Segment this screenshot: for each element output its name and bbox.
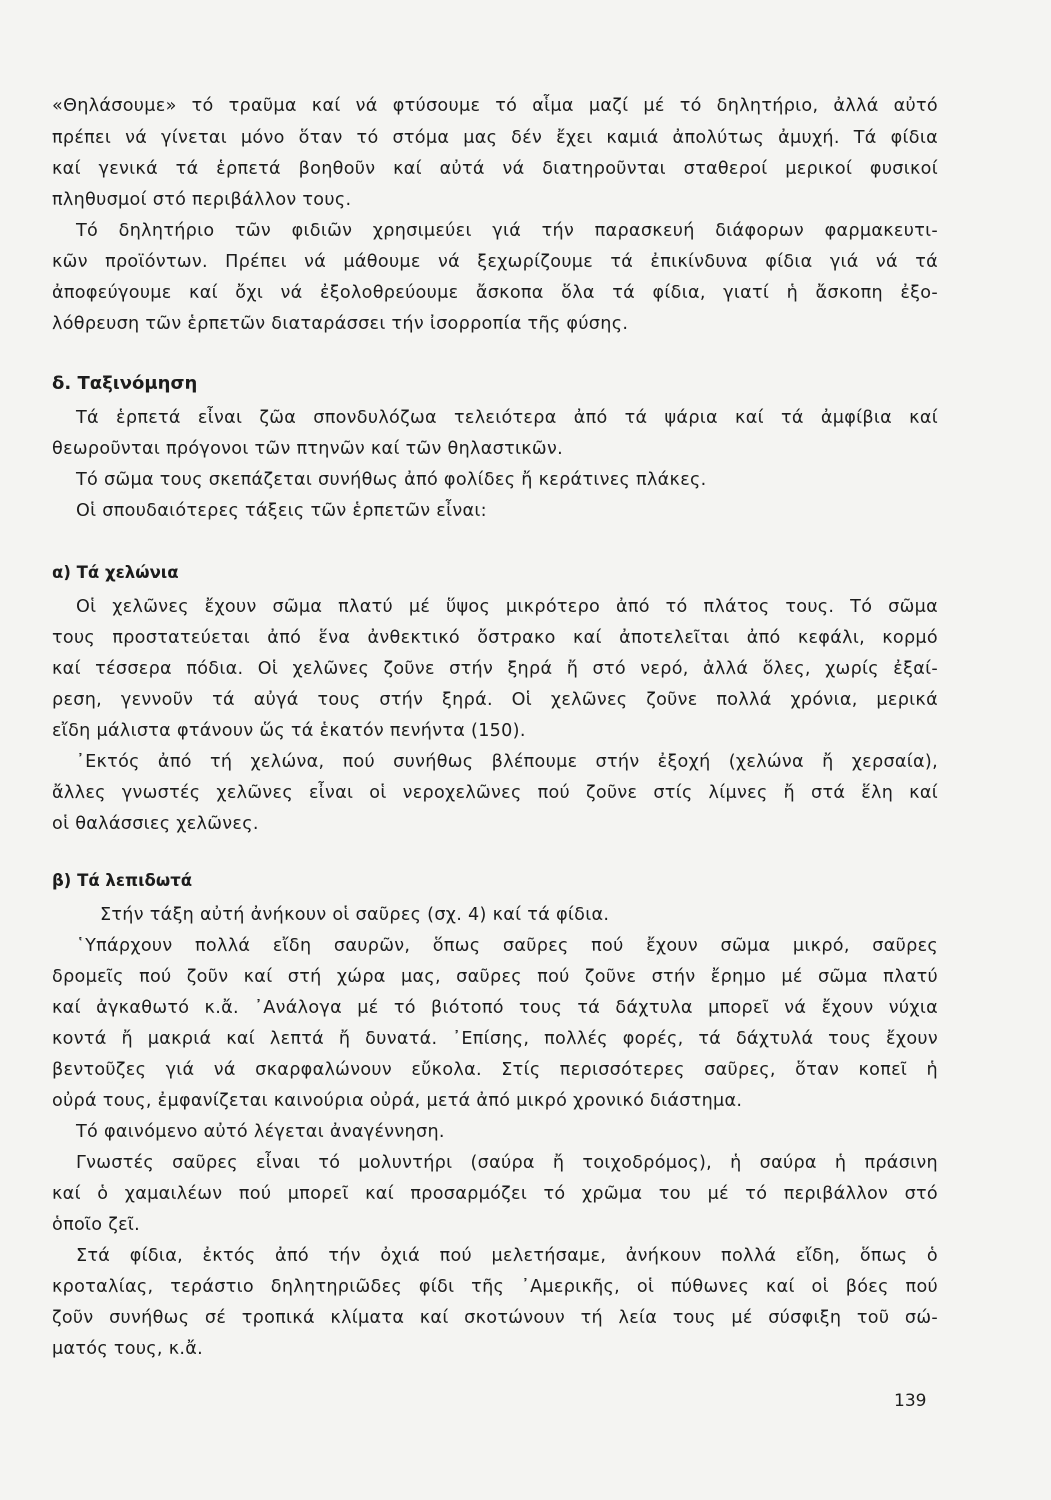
text-line: θεωροῦνται πρόγονοι τῶν πτηνῶν καί τῶν θηλαστικῶν.: [52, 439, 563, 459]
text-line: πρέπει νά γίνεται μόνο ὅταν τό στόμα μας δέν ἔχει καμιά ἀπολύτως ἀμυχή. Τά φίδια: [52, 128, 938, 148]
text-line: Οἱ χελῶνες ἔχουν σῶμα πλατύ μέ ὕψος μικρότερο ἀπό τό πλάτος τους. Τό σῶμα: [76, 597, 938, 617]
text-line: κῶν προϊόντων. Πρέπει νά μάθουμε νά ξεχωρίζουμε τά ἐπικίνδυνα φίδια γιά νά τά: [52, 252, 938, 272]
text-line: Στά φίδια, ἐκτός ἀπό τήν ὀχιά πού μελετήσαμε, ἀνήκουν πολλά εἴδη, ὅπως ὁ: [76, 1246, 938, 1266]
text-line: Τά ἑρπετά εἶναι ζῶα σπονδυλόζωα τελειότερα ἀπό τά ψάρια καί τά ἀμφίβια καί: [76, 408, 938, 428]
subheading-turtles: α) Τά χελώνια: [52, 563, 179, 582]
subheading-squamates: β) Τά λεπιδωτά: [52, 871, 193, 890]
text-line: κοντά ἤ μακριά καί λεπτά ἤ δυνατά. ᾿Επίσης, πολλές φορές, τά δάχτυλά τους ἔχουν: [52, 1029, 938, 1049]
text-line: Γνωστές σαῦρες εἶναι τό μολυντήρι (σαύρα ἤ τοιχοδρόμος), ἡ σαύρα ἡ πράσινη: [76, 1153, 938, 1173]
text-line: καί ὁ χαμαιλέων πού μπορεῖ καί προσαρμόζει τό χρῶμα του μέ τό περιβάλλον στό: [52, 1184, 938, 1204]
text-line: ζοῦν συνήθως σέ τροπικά κλίματα καί σκοτώνουν τή λεία τους μέ σύσφιξη τοῦ σώ-: [52, 1308, 938, 1328]
text-line: ἄλλες γνωστές χελῶνες εἶναι οἱ νεροχελῶνες πού ζοῦνε στίς λίμνες ἤ στά ἕλη καί: [52, 783, 938, 803]
text-line: καί γενικά τά ἑρπετά βοηθοῦν καί αὐτά νά διατηροῦνται σταθεροί μερικοί φυσικοί: [52, 159, 938, 179]
text-line: ρεση, γεννοῦν τά αὐγά τους στήν ξηρά. Οἱ χελῶνες ζοῦνε πολλά χρόνια, μερικά: [52, 690, 938, 710]
text-line: Στήν τάξη αὐτή ἀνήκουν οἱ σαῦρες (σχ. 4) καί τά φίδια.: [100, 905, 610, 925]
text-line: «Θηλάσουμε» τό τραῦμα καί νά φτύσουμε τό αἷμα μαζί μέ τό δηλητήριο, ἀλλά αὐτό: [52, 96, 938, 116]
text-line: Τό σῶμα τους σκεπάζεται συνήθως ἀπό φολίδες ἤ κεράτινες πλάκες.: [76, 470, 707, 490]
text-line: λόθρευση τῶν ἑρπετῶν διαταράσσει τήν ἰσορροπία τῆς φύσης.: [52, 314, 629, 334]
text-line: ᾿Εκτός ἀπό τή χελώνα, πού συνήθως βλέπουμε στήν ἐξοχή (χελώνα ἤ χερσαία),: [76, 752, 938, 772]
text-line: Τό δηλητήριο τῶν φιδιῶν χρησιμεύει γιά τήν παρασκευή διάφορων φαρμακευτι-: [76, 221, 938, 241]
text-line: δρομεῖς πού ζοῦν καί στή χώρα μας, σαῦρες πού ζοῦνε στήν ἔρημο μέ σῶμα πλατύ: [52, 967, 938, 987]
text-line: κροταλίας, τεράστιο δηλητηριῶδες φίδι τῆς ᾿Αμερικῆς, οἱ πύθωνες καί οἱ βόες πού: [52, 1277, 938, 1297]
text-line: εἴδη μάλιστα φτάνουν ὥς τά ἑκατόν πενήντα (150).: [52, 721, 526, 741]
text-line: οὐρά τους, ἐμφανίζεται καινούρια οὐρά, μετά ἀπό μικρό χρονικό διάστημα.: [52, 1091, 743, 1111]
text-line: βεντοῦζες γιά νά σκαρφαλώνουν εὔκολα. Στίς περισσότερες σαῦρες, ὅταν κοπεῖ ἡ: [52, 1060, 938, 1080]
text-line: καί τέσσερα πόδια. Οἱ χελῶνες ζοῦνε στήν ξηρά ἤ στό νερό, ἀλλά ὅλες, χωρίς ἐξαί-: [52, 659, 938, 679]
text-line: Τό φαινόμενο αὐτό λέγεται ἀναγέννηση.: [76, 1122, 445, 1142]
text-line: Οἱ σπουδαιότερες τάξεις τῶν ἑρπετῶν εἶναι:: [76, 501, 487, 521]
text-line: καί ἀγκαθωτό κ.ἄ. ᾿Ανάλογα μέ τό βιότοπό τους τά δάχτυλα μπορεῖ νά ἔχουν νύχια: [52, 998, 938, 1018]
section-heading: δ. Ταξινόμηση: [52, 373, 198, 394]
text-line: ῾Υπάρχουν πολλά εἴδη σαυρῶν, ὅπως σαῦρες πού ἔχουν σῶμα μικρό, σαῦρες: [76, 936, 938, 956]
text-line: ὁποῖο ζεῖ.: [52, 1215, 141, 1235]
text-line: οἱ θαλάσσιες χελῶνες.: [52, 814, 259, 834]
text-line: πληθυσμοί στό περιβάλλον τους.: [52, 190, 352, 210]
text-line: τους προστατεύεται ἀπό ἕνα ἀνθεκτικό ὄστρακο καί ἀποτελεῖται ἀπό κεφάλι, κορμό: [52, 628, 938, 648]
text-line: ἀποφεύγουμε καί ὄχι νά ἐξολοθρεύουμε ἄσκοπα ὅλα τά φίδια, γιατί ἡ ἄσκοπη ἐξο-: [52, 283, 938, 303]
text-line: ματός τους, κ.ἄ.: [52, 1339, 204, 1359]
page-number: 139: [894, 1391, 927, 1411]
